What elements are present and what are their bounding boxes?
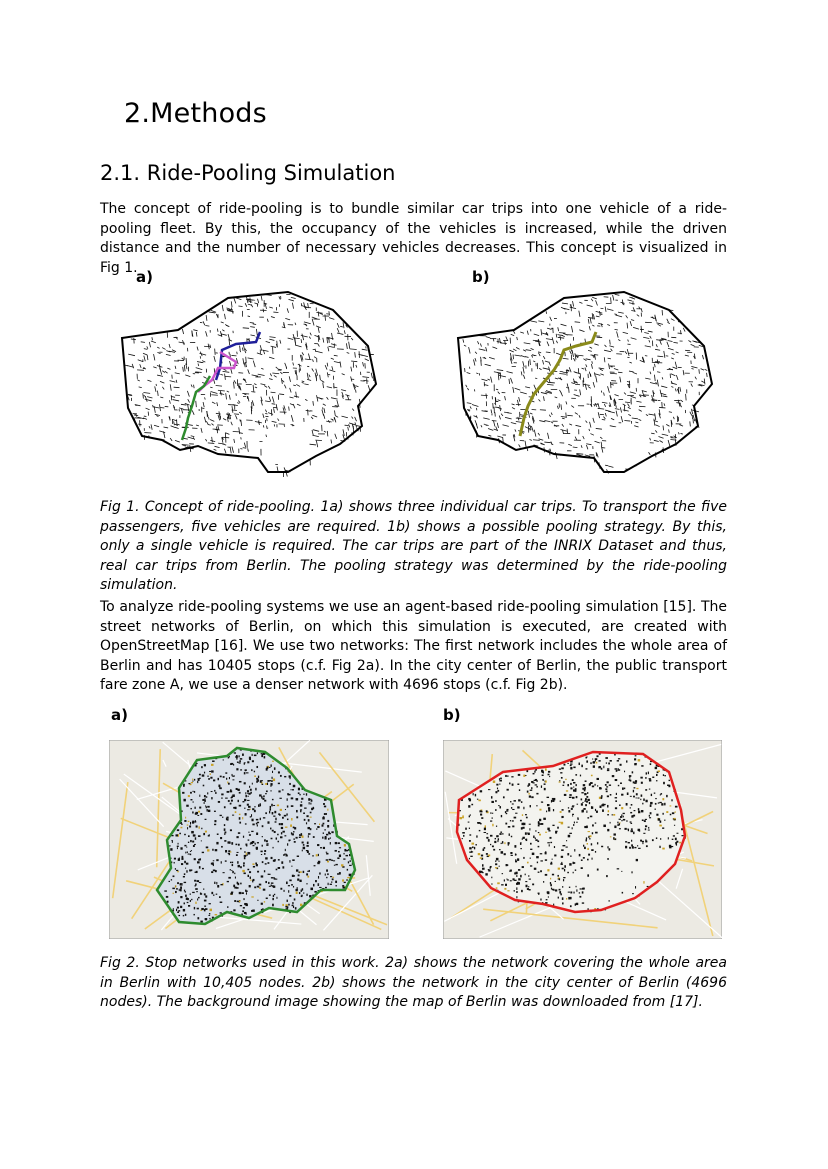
subsection-heading	[100, 161, 395, 185]
fig1a-trips-map	[118, 288, 380, 478]
paragraph-networks: To analyze ride-pooling systems we use an agent-based ride-pooling simulation [15]. The street networks of Berlin, on which this simulation is executed, are created with OpenStreetMap [16]. We use two networks: The first network includes the whole area of Berlin and has 10405 stops (c.f. Fig 2a). In the city center of Berlin, the public transport fare zone A, we use a denser network with 4696 stops (c.f. Fig 2b).	[100, 599, 727, 694]
fig1-label-b: b)	[472, 268, 490, 286]
section-heading	[124, 98, 267, 129]
paragraph-intro: The concept of ride-pooling is to bundle similar car trips into one vehicle of a ride-pooling fleet. By this, the occupancy of the vehicles is increased, while the driven distance and the number of necessary vehicles decreases. This concept is visualized in Fig 1.	[100, 201, 727, 276]
section-number: 2.	[124, 98, 151, 129]
fig2-label-a: a)	[111, 706, 128, 724]
fig2b-city-center-network-map	[443, 740, 722, 939]
fig2a-berlin-network-map	[109, 740, 389, 939]
section-title: Methods	[150, 98, 267, 129]
fig1a-network	[124, 294, 373, 477]
fig1b-pooled-trip	[520, 332, 596, 436]
fig1b-blank-area	[604, 426, 644, 464]
fig2-label-b: b)	[443, 706, 461, 724]
subsection-number: 2.1.	[100, 161, 141, 185]
fig2-caption: Fig 2. Stop networks used in this work. 2a) shows the network covering the whole area in Berlin with 10,405 nodes. 2b) shows the network in the city center of Berlin (4696 nodes). The background image showing the map of Berlin was downloaded from [17].	[100, 955, 727, 1011]
fig1a-city-outline	[122, 292, 376, 472]
fig1-caption: Fig 1. Concept of ride-pooling. 1a) shows three individual car trips. To transport the five passengers, five vehicles are required. 1b) shows a possible pooling strategy. By this, only a single vehicle is required. The car trips are part of the INRIX Dataset and thus, real car trips from Berlin. The pooling strategy was determined by the ride-pooling simulation.	[100, 499, 727, 594]
fig1b-city-outline	[458, 292, 712, 472]
fig1a-blank-area	[268, 426, 308, 464]
fig1-label-a: a)	[136, 268, 153, 286]
subsection-title: Ride-Pooling Simulation	[146, 161, 396, 185]
fig1b-pooled-trip-map	[454, 288, 716, 478]
